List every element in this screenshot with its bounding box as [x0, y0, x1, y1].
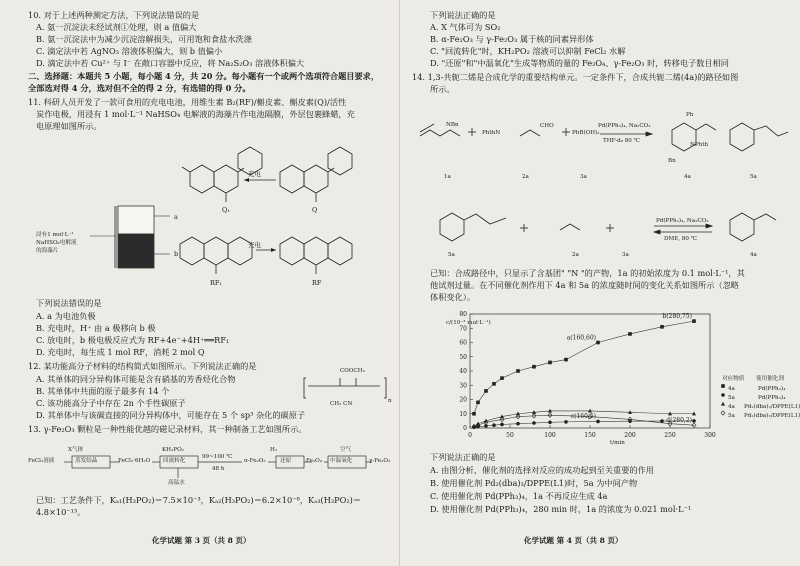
r1-ph: Ph: [686, 112, 694, 118]
r1-conditions-top: Pd(PPh₃)₄, Na₂CO₃: [598, 123, 651, 129]
q14-reaction-scheme-2: [410, 190, 795, 270]
molecule-q: [280, 147, 352, 202]
legend-marker-4: [721, 411, 725, 415]
q13-option-d: D. "还原"和"中温氧化"生成等物质的量的 Fe₃O₄、γ-Fe₂O₃ 时，转移电子数目相同: [430, 58, 729, 68]
r1-label-3a: 3a: [580, 174, 587, 180]
q14-given-line3: 体积变化）。: [430, 292, 476, 302]
q11-stem-line1: 11. 科研人员开发了一款可食用的充电电池，用维生素 B₂(RF)/槲皮素、槲皮素(Q)/活性: [28, 97, 347, 107]
data-point-series-2: [532, 421, 536, 425]
r1-nbn: NBn: [446, 122, 459, 128]
electrode-a: [118, 206, 154, 234]
label-rf1: RF₁: [210, 279, 223, 287]
data-point-series-1: [532, 365, 536, 369]
membrane-strip: [114, 206, 118, 268]
r2-conditions-bottom: DME, 80 ℃: [664, 236, 698, 242]
x-tick-label: 0: [468, 432, 472, 439]
flow-box-oxidize: 中温氧化: [330, 458, 353, 464]
r2-label-4a: 4a: [750, 252, 757, 258]
flow-temp: 99~100 ℃: [202, 454, 233, 460]
flow-waste: 高锰水: [168, 480, 185, 486]
flow-mid-1: FeCl₂·6H₂O: [118, 458, 151, 464]
x-tick-label: 250: [664, 432, 676, 439]
q11-option-d: D. 充电时，每生成 1 mol RF，消耗 2 mol Q: [36, 347, 205, 357]
q11-stem-line2: 炭作电极，用浸有 1 mol·L⁻¹ NaHSO₄ 电解液的海藻片作电池隔膜，外层包裹蜂蜡，充: [36, 109, 355, 119]
data-point-series-1: [492, 382, 496, 386]
flow-air: 空气: [340, 447, 352, 453]
data-point-series-1: [516, 369, 520, 373]
q10-option-c: C. 滴定法中若 AgNO₃ 溶液体积偏大，则 b 值偏小: [36, 46, 223, 56]
q13-stem: 13. γ-Fe₂O₃ 颗粒是一种性能优越的磁记录材料，其一种制备工艺如图所示。: [28, 424, 307, 434]
q14-option-d: D. 使用催化剂 Pd(PPh₃)₄，280 min 时，1a 的浓度为 0.021 mol·L⁻¹: [430, 504, 692, 514]
q13-given-line1: 已知：工艺条件下，Kₐ₁(H₃PO₂)＝7.5×10⁻³，Kₐ₂(H₃PO₂)＝6.2×10⁻⁸，Kₐ₃(H₃PO₂)＝: [36, 495, 362, 505]
y-tick-label: 40: [459, 368, 467, 375]
charge-label-bottom: 充电: [248, 241, 261, 249]
legend-header-product: 对应物质: [722, 376, 745, 382]
q12-formula-bottom: CH₃ CN: [330, 401, 353, 407]
flow-mid-3: Fe₃O₄: [306, 458, 322, 464]
flow-box-evaporate: 蒸发结晶: [75, 458, 98, 464]
legend-item-1-name: 4a: [728, 386, 735, 392]
x-tick-label: 150: [584, 432, 596, 439]
y-tick-label: 70: [459, 325, 467, 333]
data-point-series-2: [596, 420, 600, 424]
q13-option-a: A. X 气体可为 SO₂: [430, 22, 501, 32]
legend-item-2-cat: Pd(PPh₃)₄: [758, 395, 786, 401]
label-q: Q: [312, 206, 318, 214]
y-tick-label: 50: [459, 353, 467, 361]
q12-option-c: C. 该功能高分子中存在 2n 个手性碳原子: [36, 398, 186, 408]
q10-option-a: A. 氨一沉淀法未经试剂①处理，则 a 值偏大: [36, 22, 197, 32]
legend-item-1-cat: Pd(PPh₃)₄: [758, 386, 786, 392]
y-tick-label: 30: [459, 382, 467, 390]
charge-label-top: 充电: [248, 170, 261, 178]
r2-label-2a: 2a: [572, 252, 579, 258]
data-point-series-1: [596, 341, 600, 345]
flow-box-reflux: 回流转化: [163, 458, 186, 464]
legend-item-4-name: 5a: [728, 413, 735, 419]
flow-box-reduce: 还原: [280, 458, 292, 464]
membrane-label-3: 的海藻片: [36, 248, 59, 254]
data-point-series-1: [660, 325, 664, 329]
q12-stem: 12. 某功能高分子材料的结构简式如图所示。下列说法正确的是: [28, 361, 257, 371]
legend-marker-1: [721, 384, 725, 388]
chart-ylabel: c/(10⁻³ mol·L⁻¹): [446, 320, 491, 326]
q11-question: 下列说法错误的是: [36, 298, 102, 308]
r1-label-2a: 2a: [522, 174, 529, 180]
q11-option-b: B. 充电时，H⁺ 由 a 极移向 b 极: [36, 323, 156, 333]
r1-boronic: PhB(OH)₂: [572, 130, 600, 136]
r1-conditions-bottom: THF-d₈ 80 ℃: [603, 138, 640, 144]
q14-given-line1: 已知：合成路径中，只显示了含基团" "N "的产物，1a 的初始浓度为 0.1 mol·L⁻¹，其: [430, 268, 745, 278]
q14-question: 下列说法正确的是: [430, 452, 496, 462]
x-tick-label: 300: [704, 432, 716, 439]
data-point-series-1: [472, 412, 476, 416]
x-tick-label: 100: [544, 432, 556, 439]
data-point-series-1: [564, 358, 568, 362]
right-page: [400, 0, 800, 566]
r1-label-1a: 1a: [444, 174, 451, 180]
q13-option-b: B. α-Fe₂O₃ 与 γ-Fe₂O₃ 属于核的同素异形体: [430, 34, 594, 44]
legend-header-catalyst: 使用催化剂: [756, 376, 784, 382]
legend-item-3-cat: Pd₂(dba)₃/DPPE(L1): [744, 404, 800, 410]
legend-item-4-cat: Pd₂(dba)₃/DPPE(L1): [744, 413, 800, 419]
legend-marker-2: [721, 393, 725, 397]
q12-formula-top: COOCH₃: [340, 368, 365, 374]
right-footer: 化学试题 第 4 页（共 8 页）: [524, 536, 623, 545]
q11-option-c: C. 放电时，b 极电极反应式为 RF+4e⁻+4H⁺══RF₁: [36, 335, 230, 345]
q14-option-b: B. 使用催化剂 Pd₂(dba)₃/DPPE(L1)时，5a 为中间产物: [430, 478, 638, 488]
membrane-label-1: 浸有1 mol·L⁻¹: [36, 232, 74, 238]
y-tick-label: 20: [459, 396, 467, 404]
data-point-series-1: [692, 319, 696, 323]
r1-nphth: NPhth: [690, 142, 709, 148]
membrane-label-2: NaHSO₄电解液: [36, 240, 77, 246]
q12-option-d: D. 其单体中与该碳直接的同分异构体中，可能存在 5 个 sp³ 杂化的碳原子: [36, 410, 306, 420]
flow-end: γ-Fe₂O₃: [369, 458, 391, 464]
q13-question: 下列说法正确的是: [430, 10, 496, 20]
annotation-3: c(160,5): [570, 412, 596, 420]
q11-stem-line3: 电原理如图所示。: [36, 121, 102, 131]
flow-start: FeCl₂溶液: [28, 458, 55, 464]
r1-cho: CHO: [540, 123, 554, 129]
q13-given-line2: 4.8×10⁻¹³。: [36, 507, 86, 517]
r1-phthn: PhthN: [482, 130, 501, 136]
annotation-2: a(160,60): [566, 334, 596, 342]
left-footer: 化学试题 第 3 页（共 8 页）: [152, 536, 251, 545]
legend-item-2-name: 5a: [728, 395, 735, 401]
annotation-4: d(280,2): [666, 417, 692, 425]
q14-stem-line2: 所示。: [430, 84, 455, 94]
q10-stem: 10. 对于上述两种测定方法，下列说法错误的是: [28, 10, 200, 20]
x-tick-label: 200: [624, 432, 636, 439]
r1-bn: Bn: [668, 158, 676, 164]
q11-option-a: A. a 为电池负极: [36, 311, 96, 321]
molecule-rf: [280, 237, 352, 274]
flow-mid-2: α-Fe₂O₃: [244, 458, 266, 464]
q10-option-d: D. 滴定法中若 Cu²⁺ 与 I⁻ 在敞口容器中反应，将 Na₂S₂O₃ 溶液体积偏大: [36, 58, 305, 68]
electrode-label-b: b: [174, 250, 179, 258]
q10-option-b: B. 氨一沉淀法中为减少沉淀溶解损失，可用饱和食盐水洗涤: [36, 34, 252, 44]
x-tick-label: 50: [506, 432, 514, 439]
data-point-series-2: [516, 422, 520, 426]
y-tick-label: 0: [463, 425, 467, 432]
section2-title-line1: 二、选择题：本题共 5 小题，每小题 4 分，共 20 分。每小题有一个或两个选项符合题目要求，: [28, 71, 380, 81]
data-point-series-2: [492, 423, 496, 427]
data-point-series-2: [500, 423, 504, 427]
r1-label-4a: 4a: [684, 174, 691, 180]
molecule-rf1: [180, 237, 252, 274]
label-rf: RF: [312, 279, 322, 287]
data-point-series-1: [548, 361, 552, 365]
q14-option-a: A. 由图分析，催化剂的选择对反应的成功起到至关重要的作用: [430, 465, 654, 475]
flow-time: 48 h: [212, 466, 225, 472]
flow-h2: H₂: [270, 447, 278, 453]
q12-option-a: A. 其单体的同分异构体可能是含有硝基的芳香烃化合物: [36, 374, 236, 384]
data-point-series-2: [660, 419, 664, 423]
data-point-series-1: [476, 401, 480, 405]
q12-formula-n: n: [388, 398, 392, 404]
r1-label-5a: 5a: [750, 174, 757, 180]
y-tick-label: 60: [459, 339, 467, 347]
chart-xlabel: t/min: [610, 440, 625, 446]
section2-title-line2: 全部选对得 4 分，选对但不全的得 2 分，有选错的得 0 分。: [28, 83, 251, 93]
annotation-1: b(280,75): [662, 313, 692, 321]
r2-label-3a: 3a: [622, 252, 629, 258]
r2-conditions-top: Pd(PPh₃)₄, Na₂CO₃: [656, 218, 709, 224]
q12-option-b: B. 其单体中共面的原子最多有 14 个: [36, 386, 170, 396]
legend-marker-3: [721, 402, 725, 406]
q14-stem-line1: 14. 1,3-共轭二烯是合成化学的重要结构单元。一定条件下，合成共轭二烯(4a)的路径如图: [412, 72, 739, 82]
r2-label-5a: 5a: [448, 252, 455, 258]
data-point-series-1: [500, 376, 504, 380]
flow-khp: KH₂PO₂: [162, 447, 184, 453]
y-tick-label: 80: [459, 311, 467, 318]
label-q1: Q₁: [222, 206, 230, 214]
q14-given-line2: 他试剂过量。在不同催化剂作用下 4a 和 5a 的浓度随时间的变化关系如图所示（忽略: [430, 280, 739, 290]
data-point-series-2: [548, 421, 552, 425]
data-point-series-1: [628, 332, 632, 336]
electrode-b: [118, 234, 154, 268]
data-point-series-2: [564, 420, 568, 424]
q14-option-c: C. 使用催化剂 Pd(PPh₃)₄，1a 不再反应生成 4a: [430, 491, 608, 501]
legend-item-3-name: 4a: [728, 404, 735, 410]
data-point-series-2: [692, 419, 696, 423]
q12-polymer-structure: [300, 376, 390, 402]
flow-x-gas: X气体: [68, 447, 84, 453]
q13-option-c: C. "回流转化"时，KH₂PO₂ 溶液可以抑制 FeCl₂ 水解: [430, 46, 626, 56]
electrode-label-a: a: [174, 213, 178, 221]
y-tick-label: 10: [459, 410, 467, 418]
data-point-series-1: [484, 389, 488, 393]
